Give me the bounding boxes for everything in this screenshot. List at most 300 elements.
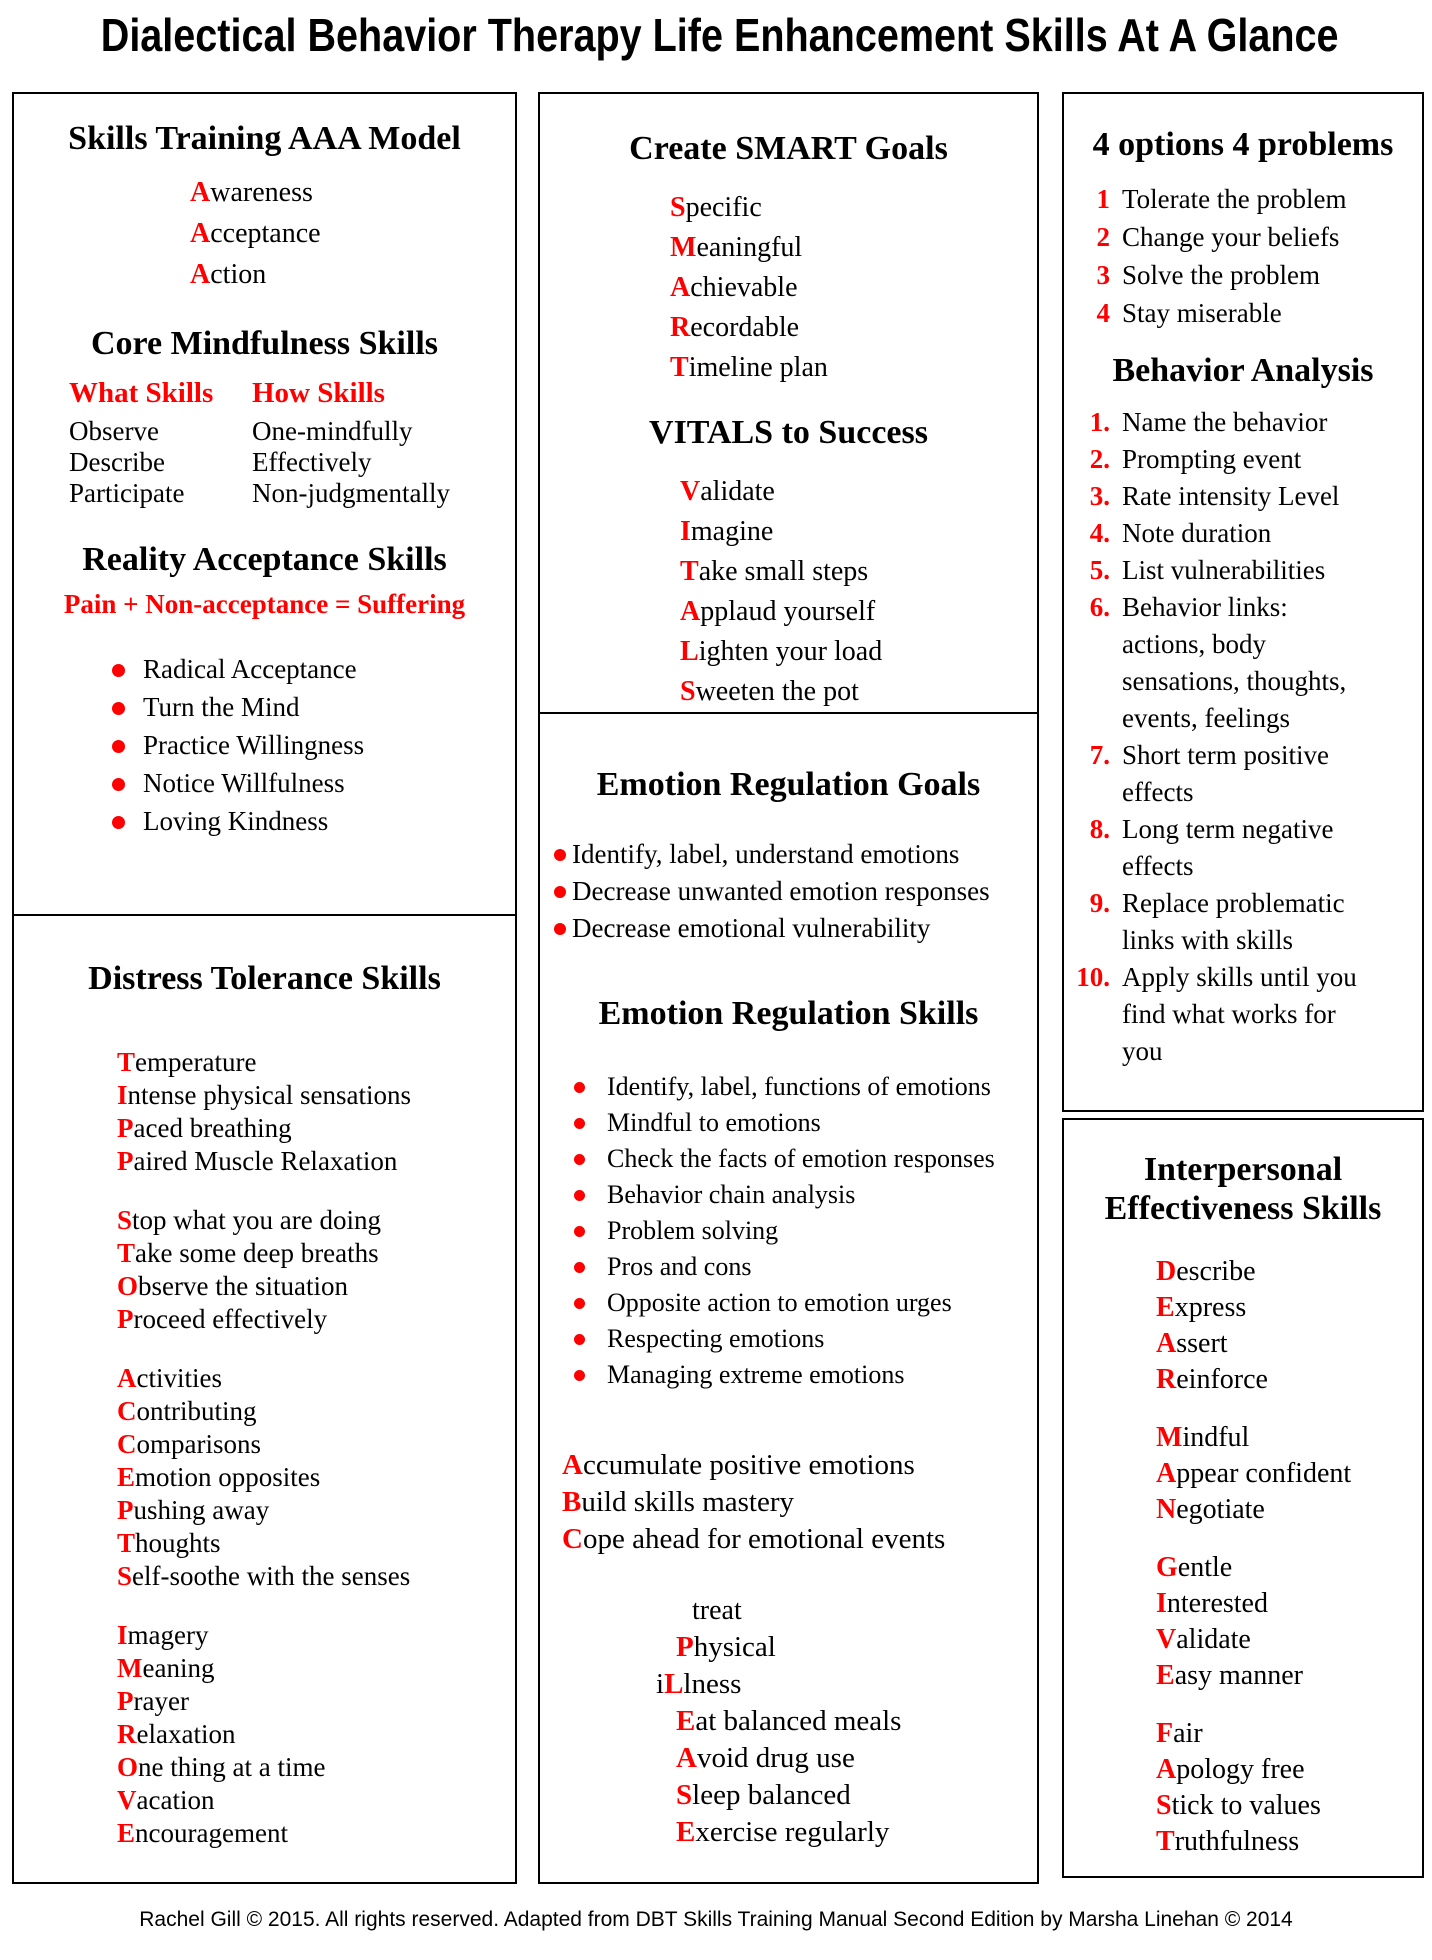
mnemonic-letter: A [680,596,701,628]
list-item-text: Behavior links: actions, body sensations, thoughts, events, feelings [1122,592,1347,734]
list-item [676,1814,1037,1851]
list-item-text: pecific [685,192,762,224]
list-item-text: acation [136,1785,215,1816]
item-number: 2. [1089,444,1110,475]
bullet-icon [574,1190,585,1201]
list-item-text: Rate intensity Level [1122,481,1340,512]
item-number: 3. [1089,481,1110,512]
list-item-text: ne thing at a time [138,1752,326,1783]
list-item-text: Solve the problem [1122,260,1320,291]
mnemonic-letter: T [117,1528,136,1559]
list-item [117,1494,515,1527]
list-item [1064,959,1422,1070]
item-number: 3 [1096,260,1110,291]
list-item-text: Short term positive effects [1122,740,1329,808]
list-item-text: Radical Acceptance [143,654,357,685]
list-item [574,1357,1037,1393]
list-item [1156,1788,1422,1824]
list-item-text: ction [210,259,267,291]
bullet-icon [112,702,125,715]
mnemonic-letter: C [117,1429,137,1460]
list-item-text: hysical [693,1631,776,1664]
item-number: 1. [1089,407,1110,438]
list-item [562,1447,1037,1484]
mnemonic-letter: I [680,516,691,548]
mnemonic-letter: E [676,1705,696,1738]
three-column-board [12,92,1424,1884]
bullet-icon [112,740,125,753]
abc-list [562,1447,1037,1558]
fast-list [1156,1716,1422,1860]
mnemonic-letter: A [676,1742,697,1775]
what-skills-list [69,416,252,509]
list-item [680,552,1037,592]
mnemonic-letter: M [117,1653,143,1684]
mnemonic-letter: P [117,1304,134,1335]
list-item [1064,218,1422,256]
item-number: 9. [1089,888,1110,919]
aaa-list [190,172,515,295]
distress-tolerance-panel [12,914,517,1884]
list-item-text: Notice Willfulness [143,768,345,799]
list-item [1156,1254,1422,1290]
list-item-text: Loving Kindness [143,806,329,837]
list-item-text: Long term negative effects [1122,814,1334,882]
item-number: 6. [1089,592,1110,623]
list-item [117,1395,515,1428]
mnemonic-letter: E [117,1462,136,1493]
list-item [676,1740,1037,1777]
list-item-text: alidate [1176,1624,1251,1656]
list-item [1064,589,1422,737]
list-item-text: einforce [1176,1364,1268,1396]
item-number: 4 [1096,298,1110,329]
list-item [117,1145,515,1178]
tipp-list [117,1046,515,1178]
list-item [680,512,1037,552]
mnemonic-letter: T [670,352,689,384]
list-item-text: nterested [1166,1588,1268,1620]
mnemonic-letter: P [117,1146,134,1177]
list-item-text: aired Muscle Relaxation [133,1146,398,1177]
list-item [117,1079,515,1112]
list-item-text: asy manner [1174,1660,1303,1692]
list-item-text: Managing extreme emotions [607,1360,905,1390]
list-item [1156,1492,1422,1528]
distress-tolerance-heading: Distress Tolerance Skills [88,960,441,997]
list-item [117,1270,515,1303]
list-item-text: Check the facts of emotion responses [607,1144,995,1174]
column-3 [1062,92,1424,1878]
list-item [1064,478,1422,515]
list-item [554,910,1037,947]
list-item [117,1428,515,1461]
list-item [574,1069,1037,1105]
list-item [117,1652,515,1685]
list-item-text: top what you are doing [132,1205,381,1236]
mnemonic-letter: E [1156,1292,1175,1324]
mnemonic-letter: A [1156,1754,1177,1786]
interpersonal-effectiveness-panel [1062,1118,1424,1878]
list-item-text: imeline plan [688,352,828,384]
list-item [1064,294,1422,332]
list-item [1064,256,1422,294]
list-item [117,1303,515,1336]
bullet-icon [554,849,566,861]
mnemonic-letter: T [117,1047,136,1078]
mnemonic-letter: P [117,1686,134,1717]
mnemonic-letter: O [117,1271,139,1302]
item-number: 2 [1096,222,1110,253]
list-item-text: ncouragement [135,1818,288,1849]
mnemonic-letter: S [680,676,696,708]
mnemonic-letter: P [117,1495,134,1526]
item-number: 1 [1096,184,1110,215]
list-item: Non-judgmentally [252,478,450,509]
list-item-text: Note duration [1122,518,1272,549]
stop-list [117,1204,515,1336]
mnemonic-letter: E [117,1818,136,1849]
list-item [574,1141,1037,1177]
list-item-text: houghts [135,1528,221,1559]
four-options-heading: 4 options 4 problems [1092,126,1394,163]
list-item [117,1817,515,1850]
list-item-text: entle [1177,1552,1233,1584]
vitals-heading: VITALS to Success [649,414,928,452]
er-goals-list [554,836,1037,947]
bullet-icon [112,816,125,829]
mnemonic-letter: F [1156,1718,1174,1750]
list-item [670,348,1037,388]
mnemonic-letter: E [676,1816,696,1849]
list-item [112,650,515,688]
bullet-icon [574,1298,585,1309]
mnemonic-letter: V [1156,1624,1177,1656]
how-skills-list [252,416,450,509]
core-mindfulness-heading: Core Mindfulness Skills [90,325,438,363]
list-item-text: void drug use [696,1742,855,1775]
list-item [117,1112,515,1145]
list-item [1064,811,1422,885]
page-title-text: Dialectical Behavior Therapy Life Enhancement Skills At A Glance [100,9,1339,61]
list-item-text: lness [683,1668,742,1701]
list-item-text: Pros and cons [607,1252,752,1282]
how-skills-label: How Skills [252,377,385,410]
list-item-text: xpress [1174,1292,1247,1324]
list-item-text: ppear confident [1176,1458,1352,1490]
mnemonic-letter: A [1156,1458,1177,1490]
what-skills-column [69,377,252,509]
list-item [574,1105,1037,1141]
what-how-grid [69,377,515,509]
list-item [574,1285,1037,1321]
list-item-text: egotiate [1176,1494,1265,1526]
smart-list [670,188,1037,388]
list-item [554,836,1037,873]
list-item-text: Turn the Mind [143,692,300,723]
mnemonic-letter: C [562,1523,583,1556]
list-item-text: air [1173,1718,1203,1750]
mnemonic-letter: A [117,1363,137,1394]
list-item [117,1527,515,1560]
bullet-icon [112,778,125,791]
list-item [117,1685,515,1718]
list-item [1064,552,1422,589]
mindfulness-acceptance-panel [12,92,517,916]
accepts-list [117,1362,515,1593]
item-number: 4. [1089,518,1110,549]
list-item: Effectively [252,447,372,478]
list-item [1156,1622,1422,1658]
list-item [117,1237,515,1270]
how-skills-column [252,377,450,509]
mnemonic-letter: S [117,1205,133,1236]
list-item [574,1321,1037,1357]
bullet-icon [574,1226,585,1237]
improve-list [117,1619,515,1850]
give-list [1156,1550,1422,1694]
list-item-text: indful [1182,1422,1250,1454]
list-item-text: ssert [1176,1328,1228,1360]
list-item-text: ctivities [136,1363,222,1394]
list-item-text: Respecting emotions [607,1324,825,1354]
list-item [554,873,1037,910]
list-item [117,1362,515,1395]
mnemonic-letter: N [1156,1494,1177,1526]
mnemonic-letter: M [670,232,697,264]
list-item-text: xercise regularly [695,1816,890,1849]
list-item-text: motion opposites [135,1462,321,1493]
bullet-icon [574,1118,585,1129]
list-item [112,764,515,802]
column-1 [12,92,517,1884]
er-skills-list [574,1069,1037,1393]
list-item [680,592,1037,632]
list-item [117,1204,515,1237]
mnemonic-letter: B [562,1486,582,1519]
list-item [1064,404,1422,441]
mnemonic-letter: A [670,272,691,304]
mnemonic-letter: C [117,1396,137,1427]
please-list [656,1629,1037,1851]
list-item-text: Replace problematic links with skills [1122,888,1345,956]
list-item-text: Decrease emotional vulnerability [572,913,931,944]
list-item-text: ruthfulness [1174,1826,1300,1858]
list-item [574,1177,1037,1213]
page-title [0,8,1432,62]
list-item-text: Identify, label, functions of emotions [607,1072,991,1102]
list-item-text: at balanced meals [695,1705,902,1738]
list-item [574,1249,1037,1285]
list-item [112,688,515,726]
mnemonic-letter: A [190,177,211,209]
list-item-text: elaxation [136,1719,236,1750]
emotion-regulation-panel [538,712,1039,1884]
mnemonic-letter: S [676,1779,693,1812]
list-item [190,172,515,213]
mnemonic-letter: I [117,1620,128,1651]
list-item-text: Decrease unwanted emotion responses [572,876,990,907]
list-item-text: eaningful [696,232,803,264]
bullet-icon [112,664,125,677]
list-item [680,472,1037,512]
bullet-icon [574,1370,585,1381]
item-number: 5. [1089,555,1110,586]
column-2 [538,92,1039,1884]
reality-acceptance-list [112,650,515,840]
list-item-text: tick to values [1171,1790,1321,1822]
list-item [117,1046,515,1079]
goals-vitals-panel [538,92,1039,714]
list-item [676,1703,1037,1740]
list-item [670,228,1037,268]
list-item-text: ushing away [133,1495,270,1526]
bullet-icon [554,886,566,898]
list-item [1156,1326,1422,1362]
mnemonic-letter: R [1156,1364,1177,1396]
bullet-icon [554,923,566,935]
list-item [1064,441,1422,478]
list-item [1064,885,1422,959]
bullet-icon [574,1154,585,1165]
list-item: Participate [69,478,185,509]
list-item-text: weeten the pot [695,676,859,708]
item-number: 10. [1076,962,1110,993]
bullet-icon [574,1334,585,1345]
list-item-text: escribe [1176,1256,1256,1288]
list-item-text: uild skills mastery [581,1486,795,1519]
list-item [117,1751,515,1784]
list-item-text: emperature [135,1047,257,1078]
list-item-text: roceed effectively [133,1304,328,1335]
list-item [190,254,515,295]
list-item [1156,1658,1422,1694]
er-skills-heading: Emotion Regulation Skills [598,995,979,1033]
mnemonic-letter: A [1156,1328,1177,1360]
list-item-text: leep balanced [692,1779,851,1812]
smart-goals-heading: Create SMART Goals [629,130,948,167]
list-item [1156,1456,1422,1492]
list-item-text: Change your beliefs [1122,222,1340,253]
list-item-text: ecordable [690,312,800,344]
mnemonic-letter: T [680,556,699,588]
mnemonic-letter: V [117,1785,137,1816]
mnemonic-letter: L [664,1668,684,1701]
list-item-text: elf-soothe with the senses [132,1561,411,1592]
list-item-text: aced breathing [133,1113,292,1144]
mnemonic-letter: L [680,636,699,668]
list-item [562,1521,1037,1558]
list-item: One-mindfully [252,416,413,447]
list-item-text: magine [690,516,774,548]
item-number: 7. [1089,740,1110,771]
list-item [676,1777,1037,1814]
list-item: Observe [69,416,159,447]
list-item [112,802,515,840]
list-item-text: chievable [690,272,798,304]
list-item-text: Name the behavior [1122,407,1328,438]
list-item-text: Tolerate the problem [1122,184,1347,215]
treat-label: treat [692,1595,742,1627]
mnemonic-letter: R [117,1719,137,1750]
list-item [680,672,1037,712]
mnemonic-letter: S [117,1561,133,1592]
reality-acceptance-heading: Reality Acceptance Skills [82,541,447,579]
mnemonic-letter: S [1156,1790,1172,1822]
list-item-text: ontributing [136,1396,257,1427]
mnemonic-letter: E [1156,1660,1175,1692]
mnemonic-letter: G [1156,1552,1178,1584]
aaa-heading: Skills Training AAA Model [68,120,461,157]
list-item-text: Mindful to emotions [607,1108,821,1138]
list-item-text: Opposite action to emotion urges [607,1288,952,1318]
list-item [117,1784,515,1817]
list-item-text: cceptance [210,218,321,250]
list-item-prefix: i [656,1668,665,1701]
interpersonal-heading: Interpersonal Effectiveness Skills [1104,1151,1382,1228]
list-item [190,213,515,254]
list-item-text: List vulnerabilities [1122,555,1326,586]
mnemonic-letter: T [117,1238,136,1269]
mnemonic-letter: A [190,259,211,291]
list-item-text: omparisons [136,1429,261,1460]
list-item [670,268,1037,308]
list-item [117,1619,515,1652]
list-item [117,1560,515,1593]
list-item [1064,515,1422,552]
list-item [1064,180,1422,218]
list-item [1156,1586,1422,1622]
list-item-text: Behavior chain analysis [607,1180,856,1210]
mnemonic-letter: D [1156,1256,1177,1288]
mnemonic-letter: T [1156,1826,1175,1858]
list-item [1156,1420,1422,1456]
list-item-text: ake some deep breaths [135,1238,379,1269]
list-item-text: Identify, label, understand emotions [572,839,960,870]
options-behavior-panel [1062,92,1424,1112]
list-item-text: wareness [210,177,313,209]
bullet-icon [574,1262,585,1273]
list-item [574,1213,1037,1249]
dear-list [1156,1254,1422,1398]
list-item [670,188,1037,228]
pain-formula: Pain + Non-acceptance = Suffering [63,589,466,620]
please-block [656,1592,1037,1851]
list-item-text: Problem solving [607,1216,779,1246]
list-item [680,632,1037,672]
list-item-text: ntense physical sensations [127,1080,411,1111]
copyright-footer: Rachel Gill © 2015. All rights reserved. Adapted from DBT Skills Training Manual Second Edition by Marsha Linehan © 2014 [139,1908,1293,1931]
mnemonic-letter: M [1156,1422,1183,1454]
mnemonic-letter: P [676,1631,694,1664]
item-number: 8. [1089,814,1110,845]
list-item-text: rayer [133,1686,189,1717]
list-item-text: Practice Willingness [143,730,365,761]
mnemonic-letter: S [670,192,686,224]
mnemonic-letter: I [1156,1588,1167,1620]
list-item-text: eaning [142,1653,215,1684]
list-item [670,308,1037,348]
list-item-text: Stay miserable [1122,298,1282,329]
vitals-list [680,472,1037,712]
list-item [656,1666,1037,1703]
mnemonic-letter: A [190,218,211,250]
list-item [1156,1290,1422,1326]
man-list [1156,1420,1422,1528]
er-goals-heading: Emotion Regulation Goals [596,766,981,803]
list-item [1156,1550,1422,1586]
behavior-analysis-list [1064,404,1422,1070]
